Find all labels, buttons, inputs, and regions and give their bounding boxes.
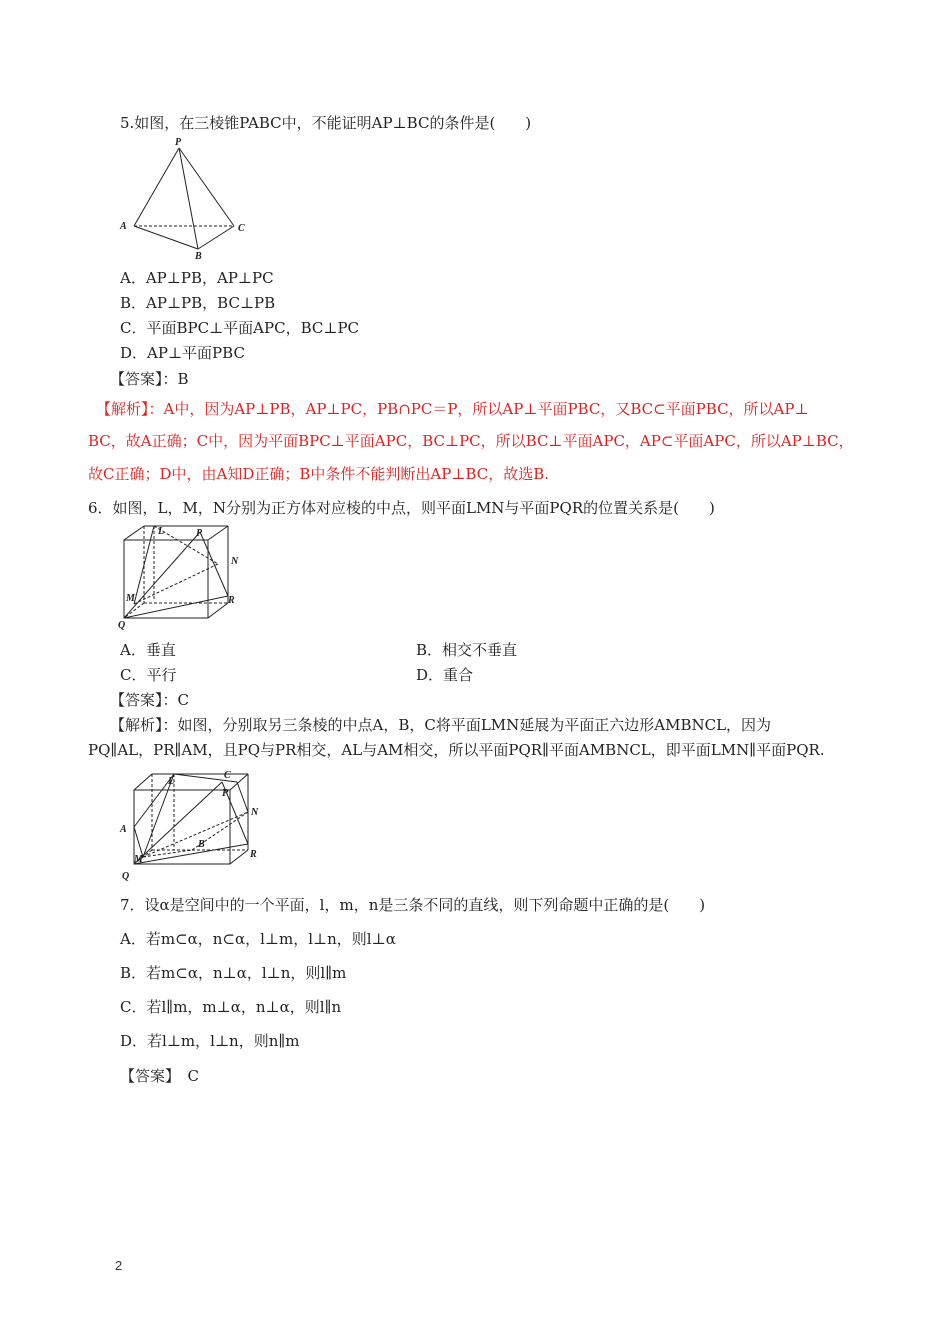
q5-analysis-line-1: 【解析】：A中，因为AP⊥PB，AP⊥PC，PB∩PC＝P，所以AP⊥平面PBC，又BC⊂平面PBC，所以AP⊥ — [96, 400, 809, 418]
q6-analysis-line-1: 【解析】：如图，分别取另三条棱的中点A，B，C将平面LMN延展为平面正六边形AMBNCL，因为 — [110, 716, 772, 734]
q6-fig2-label-n: N — [251, 807, 259, 818]
q6-fig2-label-q: Q — [122, 871, 130, 882]
q6-fig1-label-l: L — [158, 526, 165, 537]
q6-hexagon-figure — [112, 764, 262, 884]
q6-fig1-label-p: P — [196, 528, 203, 539]
q5-label-b: B — [195, 251, 202, 262]
q7-option-a: A．若m⊂α，n⊂α，l⊥m，l⊥n，则l⊥α — [120, 930, 396, 948]
q6-cube-figure — [112, 520, 252, 632]
q6-fig2-label-a: A — [120, 824, 127, 835]
q6-analysis-line-2: PQ∥AL，PR∥AM，且PQ与PR相交，AL与AM相交，所以平面PQR∥平面AMBNCL，即平面LMN∥平面PQR. — [88, 741, 825, 759]
q6-option-d: D．重合 — [416, 666, 474, 684]
q7-option-d: D．若l⊥m，l⊥n，则n∥m — [120, 1032, 300, 1050]
q6-fig2-label-b: B — [198, 839, 205, 850]
q5-answer: 【答案】：B — [110, 370, 189, 388]
q6-option-b: B．相交不垂直 — [416, 641, 518, 659]
q5-label-c: C — [238, 223, 245, 234]
q6-fig2-label-p: P — [222, 788, 229, 799]
q7-option-b: B．若m⊂α，n⊥α，l⊥n，则l∥m — [120, 964, 347, 982]
q6-stem: 6．如图，L，M，N分别为正方体对应棱的中点，则平面LMN与平面PQR的位置关系是( ) — [88, 499, 715, 517]
q5-option-c: C．平面BPC⊥平面APC，BC⊥PC — [120, 319, 360, 337]
q6-answer: 【答案】：C — [110, 691, 189, 709]
q5-stem: 5.如图，在三棱锥PABC中，不能证明AP⊥BC的条件是( ) — [120, 114, 532, 132]
q6-fig1-label-m: M — [126, 593, 135, 604]
q7-option-c: C．若l∥m，m⊥α，n⊥α，则l∥n — [120, 998, 342, 1016]
q5-pyramid-figure — [112, 136, 252, 262]
page-number: 2 — [115, 1258, 123, 1273]
q6-fig2-label-l: L — [168, 776, 175, 787]
q6-fig1-label-n: N — [231, 556, 239, 567]
q6-fig1-label-q: Q — [118, 620, 126, 631]
q6-fig2-label-r: R — [250, 849, 257, 860]
q7-stem: 7．设α是空间中的一个平面，l，m，n是三条不同的直线，则下列命题中正确的是( ) — [120, 896, 706, 914]
q5-label-p: P — [175, 137, 182, 148]
q6-option-a: A．垂直 — [120, 641, 176, 659]
q5-analysis-line-3: 故C正确；D中，由A知D正确；B中条件不能判断出AP⊥BC，故选B. — [88, 465, 549, 483]
q6-option-c: C．平行 — [120, 666, 177, 684]
q5-label-a: A — [120, 221, 127, 232]
q7-answer: 【答案】 C — [120, 1067, 199, 1085]
q5-analysis-line-2: BC，故A正确；C中，因为平面BPC⊥平面APC，BC⊥PC，所以BC⊥平面APC，AP⊂平面APC，所以AP⊥BC， — [88, 432, 854, 450]
q5-option-d: D．AP⊥平面PBC — [120, 344, 245, 362]
q6-fig1-label-r: R — [228, 595, 235, 606]
q5-option-b: B．AP⊥PB，BC⊥PB — [120, 294, 276, 312]
q6-fig2-label-c: C — [224, 770, 231, 781]
q6-fig2-label-m: M — [134, 854, 143, 865]
q5-option-a: A．AP⊥PB，AP⊥PC — [120, 269, 274, 287]
